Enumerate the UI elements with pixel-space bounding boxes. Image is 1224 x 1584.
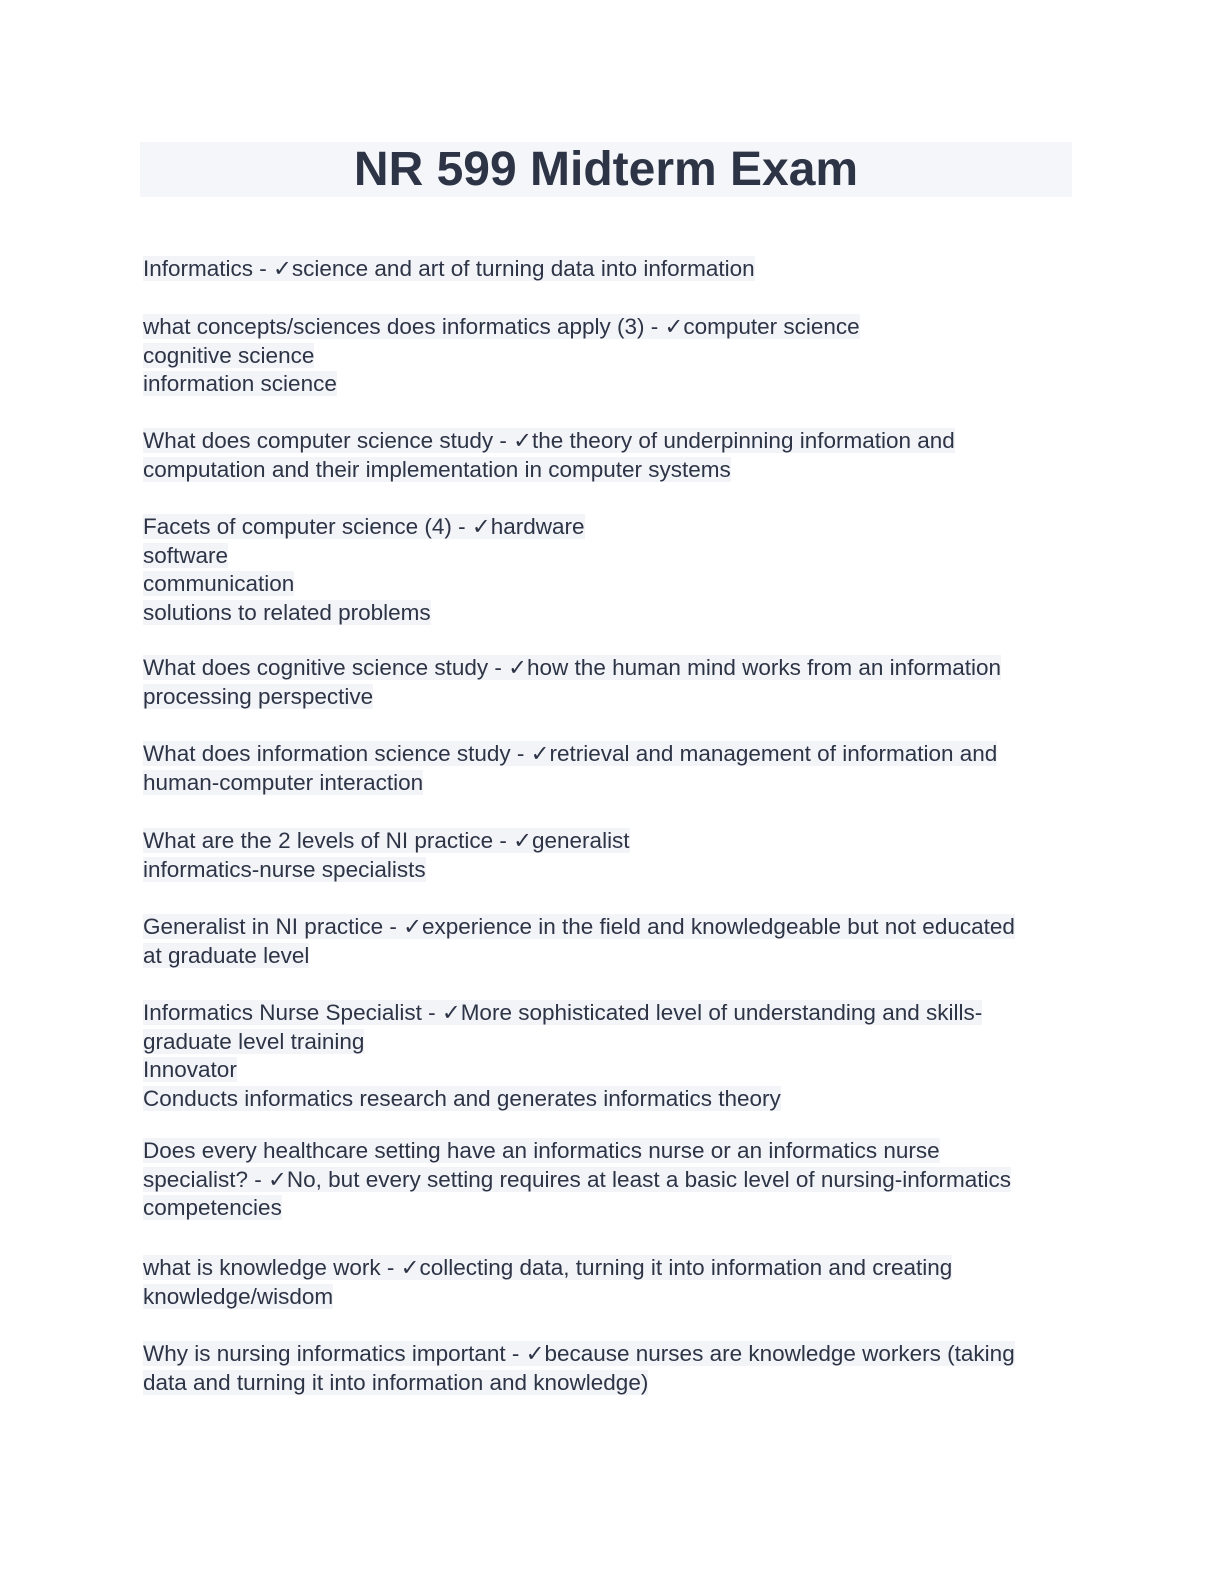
qa-item: [143, 913, 1083, 970]
qa-line: Informatics - ✓science and art of turning data into information: [143, 256, 755, 281]
qa-line: What does cognitive science study - ✓how the human mind works from an information: [143, 655, 1001, 680]
qa-line: graduate level training: [143, 1028, 365, 1054]
qa-item: [143, 427, 1083, 484]
qa-line: informatics-nurse specialists: [143, 856, 426, 882]
qa-line: Does every healthcare setting have an informatics nurse or an informatics nurse: [143, 1138, 940, 1163]
qa-line: solutions to related problems: [143, 599, 431, 625]
qa-item: [143, 740, 1083, 797]
qa-line: information science: [143, 371, 337, 396]
qa-line: cognitive science: [143, 342, 315, 368]
qa-item: [143, 999, 1083, 1113]
qa-item: [143, 827, 1083, 884]
qa-line: what is knowledge work - ✓collecting data, turning it into information and creating: [143, 1255, 953, 1280]
qa-item: [143, 1254, 1083, 1311]
qa-item: [143, 313, 1083, 399]
qa-line: Conducts informatics research and generates informatics theory: [143, 1085, 781, 1111]
qa-line: Informatics Nurse Specialist - ✓More sophisticated level of understanding and skills-: [143, 1000, 983, 1025]
qa-line: communication: [143, 571, 295, 596]
qa-line: competencies: [143, 1195, 282, 1220]
qa-line: what concepts/sciences does informatics apply (3) - ✓computer science: [143, 314, 860, 339]
qa-line: What are the 2 levels of NI practice - ✓generalist: [143, 828, 630, 853]
qa-item: [143, 255, 1083, 284]
qa-line: What does information science study - ✓retrieval and management of information and: [143, 741, 998, 766]
qa-line: Innovator: [143, 1057, 237, 1082]
page-title: NR 599 Midterm Exam: [140, 142, 1072, 197]
qa-item: [143, 513, 1083, 627]
qa-line: Facets of computer science (4) - ✓hardware: [143, 514, 585, 539]
qa-line: specialist? - ✓No, but every setting requires at least a basic level of nursing-informatics: [143, 1166, 1011, 1192]
qa-line: processing perspective: [143, 683, 374, 709]
qa-line: computation and their implementation in computer systems: [143, 456, 731, 482]
qa-line: What does computer science study - ✓the theory of underpinning information and: [143, 428, 955, 453]
qa-line: at graduate level: [143, 942, 310, 968]
qa-line: data and turning it into information and knowledge): [143, 1369, 649, 1395]
qa-line: Generalist in NI practice - ✓experience in the field and knowledgeable but not educated: [143, 914, 1015, 939]
qa-item: [143, 1340, 1083, 1397]
qa-item: [143, 1137, 1083, 1223]
qa-line: knowledge/wisdom: [143, 1283, 334, 1309]
qa-line: human-computer interaction: [143, 769, 424, 795]
qa-item: [143, 654, 1083, 711]
qa-line: Why is nursing informatics important - ✓because nurses are knowledge workers (taking: [143, 1341, 1015, 1366]
qa-line: software: [143, 542, 229, 568]
